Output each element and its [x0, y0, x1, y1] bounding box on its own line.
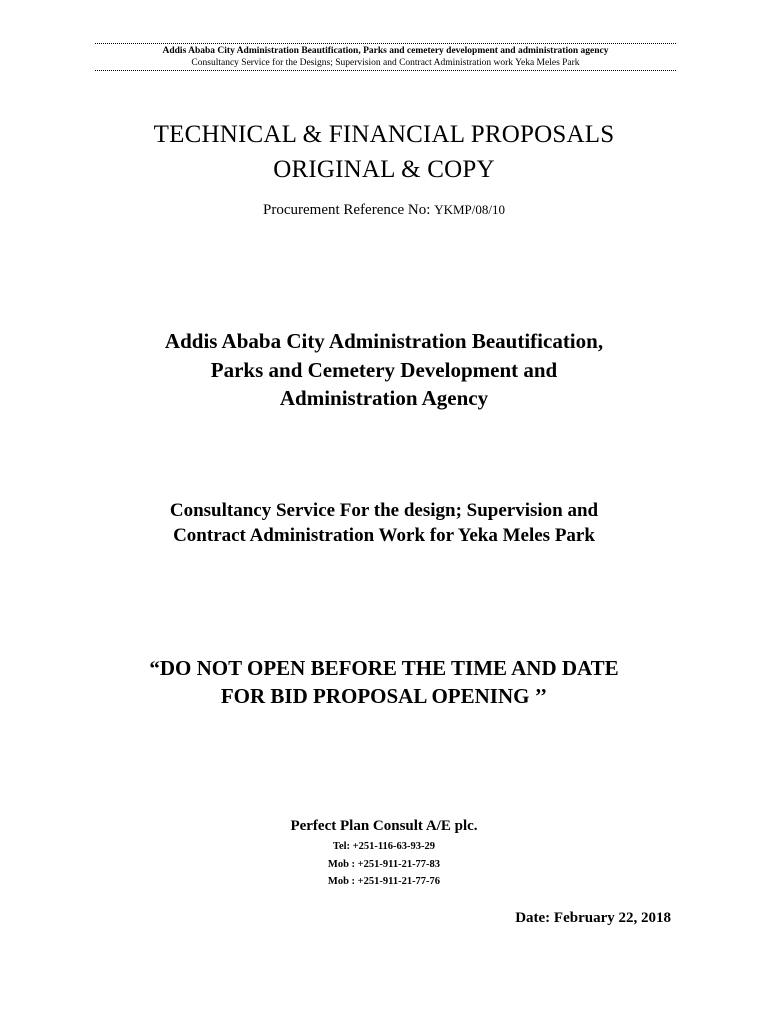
- consultant-block: [0, 816, 768, 891]
- document-date: Date: February 22, 2018: [515, 910, 671, 926]
- reference-number: YKMP/08/10: [434, 202, 505, 217]
- agency-name-line-3: Administration Agency: [279, 386, 489, 410]
- agency-name-line-2: Parks and Cemetery Development and: [210, 357, 558, 382]
- agency-name: [0, 327, 768, 413]
- service-description-line-1: Consultancy Service For the design; Supervision and: [169, 500, 599, 521]
- procurement-reference: [0, 200, 768, 220]
- reference-label: Procurement Reference No:: [263, 202, 431, 218]
- consultant-telephone: Tel: +251-116-63-93-29: [332, 841, 436, 852]
- warning-line-2: FOR BID PROPOSAL OPENING ’’: [220, 684, 548, 708]
- service-description: [0, 498, 768, 548]
- do-not-open-warning: [0, 654, 768, 710]
- service-description-line-2: Contract Administration Work for Yeka Meles Park: [173, 525, 595, 546]
- header-agency-line: Addis Ababa City Administration Beautification, Parks and cemetery development and administration agency: [162, 46, 609, 56]
- proposal-title-line-1: TECHNICAL & FINANCIAL PROPOSALS: [153, 121, 615, 148]
- warning-line-1: “DO NOT OPEN BEFORE THE TIME AND DATE: [149, 656, 619, 680]
- running-header: [95, 43, 676, 71]
- proposal-title-line-2: ORIGINAL & COPY: [273, 156, 495, 183]
- consultant-name: Perfect Plan Consult A/E plc.: [290, 818, 478, 834]
- proposal-title: [0, 117, 768, 187]
- header-project-line: Consultancy Service for the Designs; Supervision and Contract Administration work Yeka Meles Park: [191, 58, 580, 68]
- consultant-mobile-2: Mob : +251-911-21-77-76: [327, 876, 441, 887]
- agency-name-line-1: Addis Ababa City Administration Beautification,: [164, 329, 604, 353]
- consultant-mobile-1: Mob : +251-911-21-77-83: [327, 858, 441, 870]
